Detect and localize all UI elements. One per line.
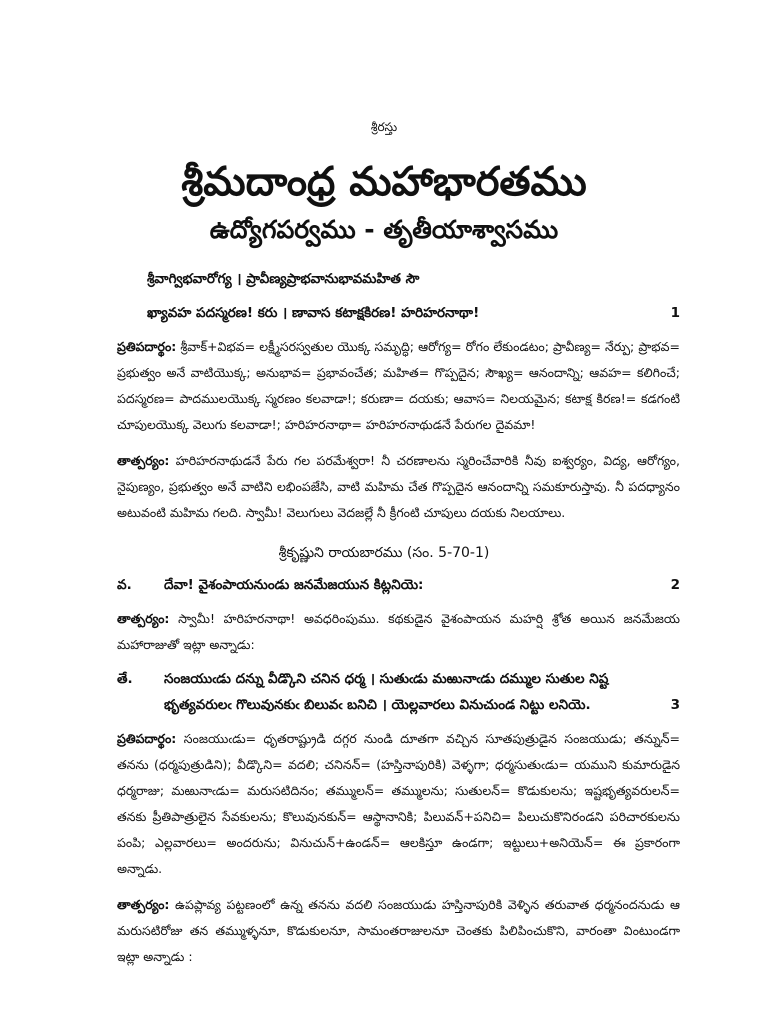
verse-3 <box>117 668 680 716</box>
section-heading: శ్రీకృష్ణుని రాయబారము (సం. 5-70-1) <box>278 545 490 561</box>
word-meanings: సంజయుఁడు= ధృతరాష్ట్రుడి దగ్గర నుండి దూతగా వచ్చిన సూతపుత్రుడైన సంజయుడు; తన్నున్= తనను (ధర్మపుత్రుడిని); వీడ్కొని= వదలి; చనినన్= (హస్తినాపురికి) వెళ్ళగా; ధర్మసుతుఁడు= యముని కుమారుడైన ధర్మరాజు; మఱునాఁడు= మరుసటిదినం; తమ్ములన్= తమ్ములను; సుతులన్= కొడుకులను; ఇష్టభృత్యవరులన్= తనకు ప్రీతిపాత్రులైన సేవకులను; కొలువునకున్= ఆస్థానానికి; పిలువన్+పనిచి= పిలుచుకొనిరండని పరిచారకులను పంపి; ఎల్లవారలు= అందరును; వినుచున్+ఉండన్= ఆలకిస్తూ ఉండగా; ఇట్టులు+అనియెన్= ఈ ప్రకారంగా అన్నాడు. <box>117 731 680 876</box>
page-subtitle: ఉద్యోగపర్వము - తృతీయాశ్వాసము <box>209 215 559 244</box>
word-meanings: శ్రీవాక్+విభవ= లక్ష్మీసరస్వతుల యొక్క సమృద్ధి; ఆరోగ్య= రోగం లేకుండటం; ప్రావీణ్య= నేర్పు; ప్రాభవ= ప్రభుత్వం అనే వాటియొక్క; అనుభావ= ప్రభావంచేత; మహిత= గొప్పదైన; సౌఖ్య= ఆనందాన్ని; ఆవహ= కలిగించే; పదస్మరణ= పాదములయొక్క స్మరణం కలవాడా!; కరుణా= దయకు; ఆవాస= నిలయమైన; కటాక్ష కిరణ!= కడగంటి చూపులయొక్క వెలుగు కలవాడా!; హరిహరనాథా= హరిహరనాథుడనే పేరుగల దైవమా! <box>117 339 680 432</box>
meaning-text: హరిహరనాథుడనే పేరు గల పరమేశ్వరా! నీ చరణాలను స్మరించేవారికి నీవు ఐశ్వర్యం, విద్య, ఆరోగ్యం, నైపుణ్యం, ప్రభుత్వం అనే వాటిని లభింపజేసి, వాటి మహిమ చేత గొప్పదైన ఆనందాన్ని సమకూరుస్తావు. నీ పదధ్యానం అటువంటి మహిమ గలది. స్వామీ! వెలుగులు వెదజల్లే నీ క్రీగంటి చూపులు దయకు నిలయాలు. <box>117 453 680 520</box>
verse-1 <box>117 268 680 324</box>
verse-number: 1 <box>670 305 680 321</box>
section-label: తాత్పర్యం: <box>117 453 170 468</box>
verse-line: ఖ్యావహ పదస్మరణ! కరు । ణావాస కటాక్షకిరణ! హరిహరనాథా! <box>147 305 480 321</box>
section-label: ప్రతిపదార్థం: <box>117 339 177 354</box>
verse-line: భృత్యవరులఁ గొలువునకుఁ బిలువఁ బనిచి । యెల్లవారలు వినుచుండ నిట్టు లనియె. <box>164 697 591 713</box>
section-label: తాత్పర్యం: <box>117 897 170 912</box>
verse-body <box>117 668 646 716</box>
page-title: శ్రీమదాంధ్ర మహాభారతము <box>181 159 587 205</box>
section-label: తాత్పర్యం: <box>117 611 170 626</box>
verse-body <box>117 268 646 324</box>
verse-lines <box>164 668 646 716</box>
pratipadartham-2 <box>117 726 680 882</box>
pratipadartham-1 <box>117 334 680 438</box>
verse-lines <box>117 268 646 324</box>
tatparyam-1 <box>117 448 680 526</box>
invocation: శ్రీరస్తు <box>370 120 398 134</box>
verse-marker: తే. <box>117 671 133 687</box>
verse-line: శ్రీవాగ్విభవారోగ్య । ప్రావీణ్యప్రాభవానుభావమహిత సౌ <box>147 271 420 287</box>
verse-line: దేవా! వైశంపాయనుండు జనమేజయున కిట్లనియె: <box>164 577 424 593</box>
tatparyam-3 <box>117 892 680 970</box>
verse-body <box>117 574 646 596</box>
tatparyam-2 <box>117 606 680 658</box>
meaning-text: స్వామీ! హరిహరనాథా! అవధరింపుము. కథకుడైన వైశంపాయన మహర్షి శ్రోత అయిన జనమేజయ మహారాజుతో ఇట్లా అన్నాడు: <box>117 611 680 652</box>
verse-marker: వ. <box>117 577 132 593</box>
verse-line: సంజయుఁడు దన్ను వీడ్కొని చనిన ధర్మ । సుతుఁడు మఱునాఁడు దమ్ముల సుతుల నిష్ట <box>164 671 609 687</box>
verse-2 <box>117 574 680 596</box>
meaning-text: ఉపప్లావ్య పట్టణంలో ఉన్న తనను వదలి సంజయుడు హస్తినాపురికి వెళ్ళిన తరువాత ధర్మనందనుడు ఆ మరుసటిరోజు తన తమ్ముళ్ళనూ, కొడుకులనూ, సామంతరాజులనూ చెంతకు పిలిపించుకొని, వారంతా వింటుండగా ఇట్లా అన్నాడు : <box>117 897 680 964</box>
verse-number: 2 <box>670 577 680 593</box>
verse-number: 3 <box>670 697 680 713</box>
section-label: ప్రతిపదార్థం: <box>117 731 177 746</box>
